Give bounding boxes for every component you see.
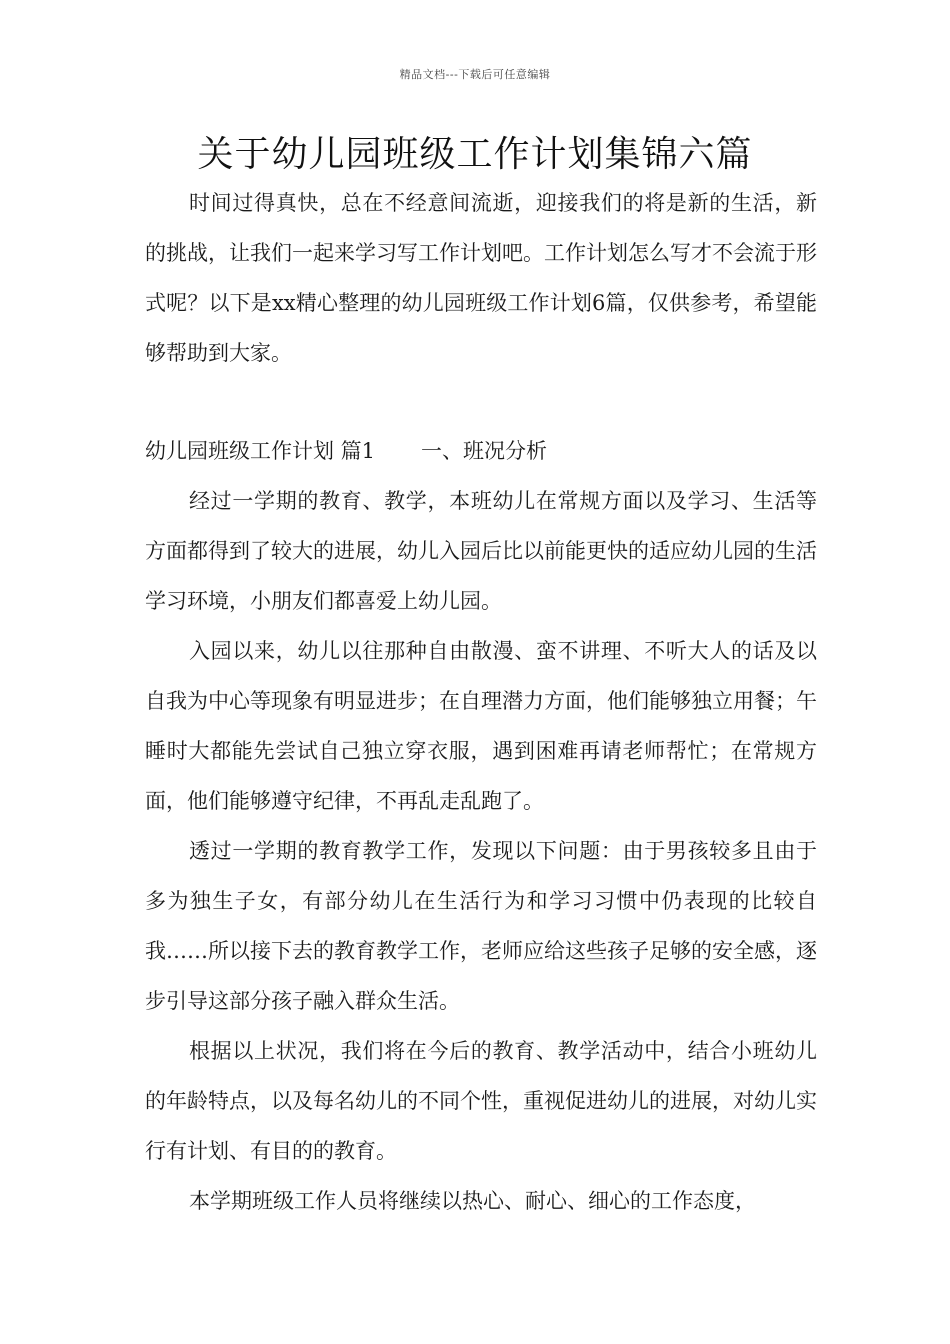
body-paragraph: 透过一学期的教育教学工作，发现以下问题：由于男孩较多且由于多为独生子女，有部分幼儿在生活行为和学习习惯中仍表现的比较自我……所以接下去的教育教学工作，老师应给这些孩子足够的安全感，逐步引导这部分孩子融入群众生活。 (145, 839, 817, 1013)
section-heading: 幼儿园班级工作计划 篇1 (145, 439, 376, 463)
header-note: 精品文档---下载后可任意编辑 (399, 68, 551, 81)
body-paragraph: 本学期班级工作人员将继续以热心、耐心、细心的工作态度， (189, 1189, 756, 1213)
intro-paragraph: 时间过得真快，总在不经意间流逝，迎接我们的将是新的生活，新的挑战，让我们一起来学习写工作计划吧。工作计划怎么写才不会流于形式呢？以下是xx精心整理的幼儿园班级工作计划6篇，仅供参考，希望能够帮助到大家。 (145, 191, 817, 365)
body-paragraph: 经过一学期的教育、教学，本班幼儿在常规方面以及学习、生活等方面都得到了较大的进展，幼儿入园后比以前能更快的适应幼儿园的生活学习环境，小朋友们都喜爱上幼儿园。 (145, 489, 817, 613)
body-paragraph: 入园以来，幼儿以往那种自由散漫、蛮不讲理、不听大人的话及以自我为中心等现象有明显进步；在自理潜力方面，他们能够独立用餐；午睡时大都能先尝试自己独立穿衣服，遇到困难再请老师帮忙；在常规方面，他们能够遵守纪律，不再乱走乱跑了。 (145, 639, 817, 813)
body-paragraph: 根据以上状况，我们将在今后的教育、教学活动中，结合小班幼儿的年龄特点，以及每名幼儿的不同个性，重视促进幼儿的进展，对幼儿实行有计划、有目的的教育。 (145, 1039, 817, 1163)
document-body (145, 178, 817, 1226)
section-subheading: 一、班况分析 (421, 439, 548, 463)
document-title: 关于幼儿园班级工作计划集锦六篇 (197, 134, 753, 175)
section-heading-line (145, 426, 817, 476)
